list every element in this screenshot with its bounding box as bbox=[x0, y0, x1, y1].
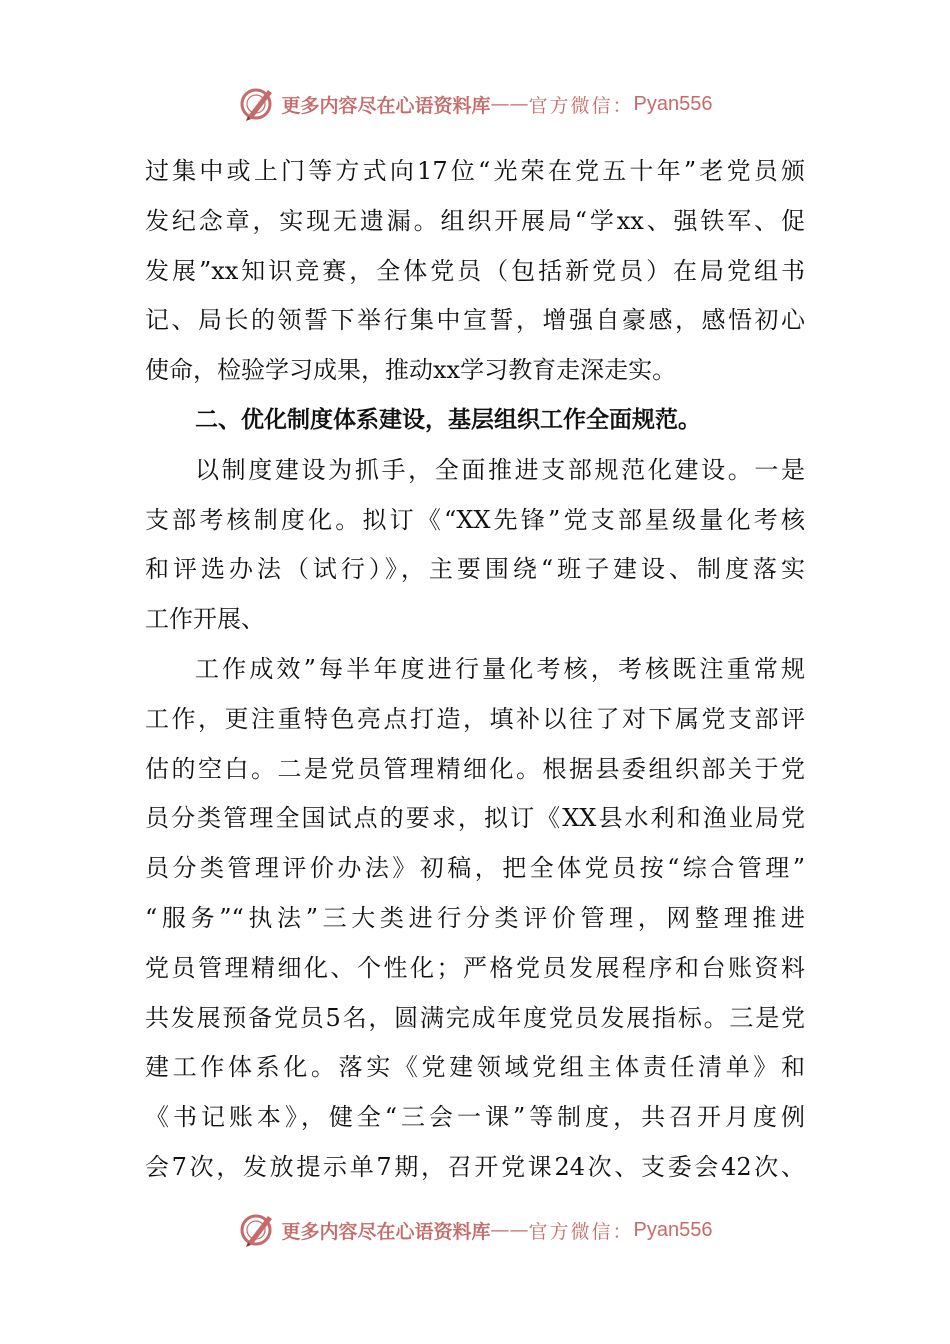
banner-separator: —— bbox=[490, 93, 529, 115]
body-line: 过集中或上门等方式向17位“光荣在党五十年”老党员颁 bbox=[145, 157, 805, 185]
section-heading: 二、优化制度体系建设，基层组织工作全面规范。 bbox=[195, 406, 701, 433]
body-line: 以制度建设为抓手，全面推进支部规范化建设。一是 bbox=[195, 455, 805, 484]
banner-separator: —— bbox=[490, 1219, 529, 1241]
body-line: 发纪念章，实现无遗漏。组织开展局“学xx、强铁军、促 bbox=[145, 206, 805, 235]
banner-main-text: 更多内容尽在心语资料库 bbox=[281, 1220, 491, 1243]
body-line: 工作，更注重特色亮点打造，填补以往了对下属党支部评 bbox=[145, 704, 805, 733]
body-line: 发展”xx知识竞赛，全体党员（包括新党员）在局党组书 bbox=[145, 256, 805, 285]
banner-main-text: 更多内容尽在心语资料库 bbox=[281, 94, 491, 117]
banner-wechat-id: Pyan556 bbox=[633, 92, 713, 115]
pen-circle-logo-icon bbox=[238, 1210, 278, 1250]
body-line: 工作开展、 bbox=[145, 605, 265, 634]
body-line: 会7次，发放提示单7期，召开党课24次、支委会42次、 bbox=[145, 1152, 805, 1181]
pen-circle-logo-icon bbox=[238, 84, 278, 124]
body-line: 使命，检验学习成果，推动xx学习教育走深走实。 bbox=[145, 356, 677, 385]
body-line: 党员管理精细化、个性化；严格党员发展程序和台账资料 bbox=[145, 953, 805, 982]
body-line: 支部考核制度化。拟订《“XX先锋”党支部星级量化考核 bbox=[145, 505, 805, 534]
body-line: 共发展预备党员5名，圆满完成年度党员发展指标。三是党 bbox=[145, 1003, 805, 1032]
body-line: 建工作体系化。落实《党建领域党组主体责任清单》和 bbox=[145, 1053, 805, 1082]
body-line: 和评选办法（试行）》，主要围绕“班子建设、制度落实 bbox=[145, 555, 805, 584]
header-banner bbox=[0, 82, 950, 126]
footer-banner bbox=[0, 1208, 950, 1252]
document-body bbox=[145, 147, 805, 1193]
body-line: 员分类管理全国试点的要求，拟订《XX县水利和渔业局党 bbox=[145, 804, 805, 833]
banner-wechat-label: 官方微信： bbox=[528, 94, 634, 117]
banner-wechat-id: Pyan556 bbox=[633, 1218, 713, 1241]
banner-wechat-label: 官方微信： bbox=[528, 1220, 634, 1243]
body-line: 员分类管理评价办法》初稿，把全体党员按“综合管理” bbox=[145, 854, 805, 883]
body-line: “服务”“执法”三大类进行分类评价管理，网整理推进 bbox=[145, 903, 805, 932]
body-line: 估的空白。二是党员管理精细化。根据县委组织部关于党 bbox=[145, 754, 805, 783]
body-line: 记、局长的领誓下举行集中宣誓，增强自豪感，感悟初心 bbox=[145, 306, 805, 335]
body-line: 工作成效”每半年度进行量化考核，考核既注重常规 bbox=[195, 654, 805, 683]
body-line: 《书记账本》，健全“三会一课”等制度，共召开月度例 bbox=[145, 1103, 805, 1132]
